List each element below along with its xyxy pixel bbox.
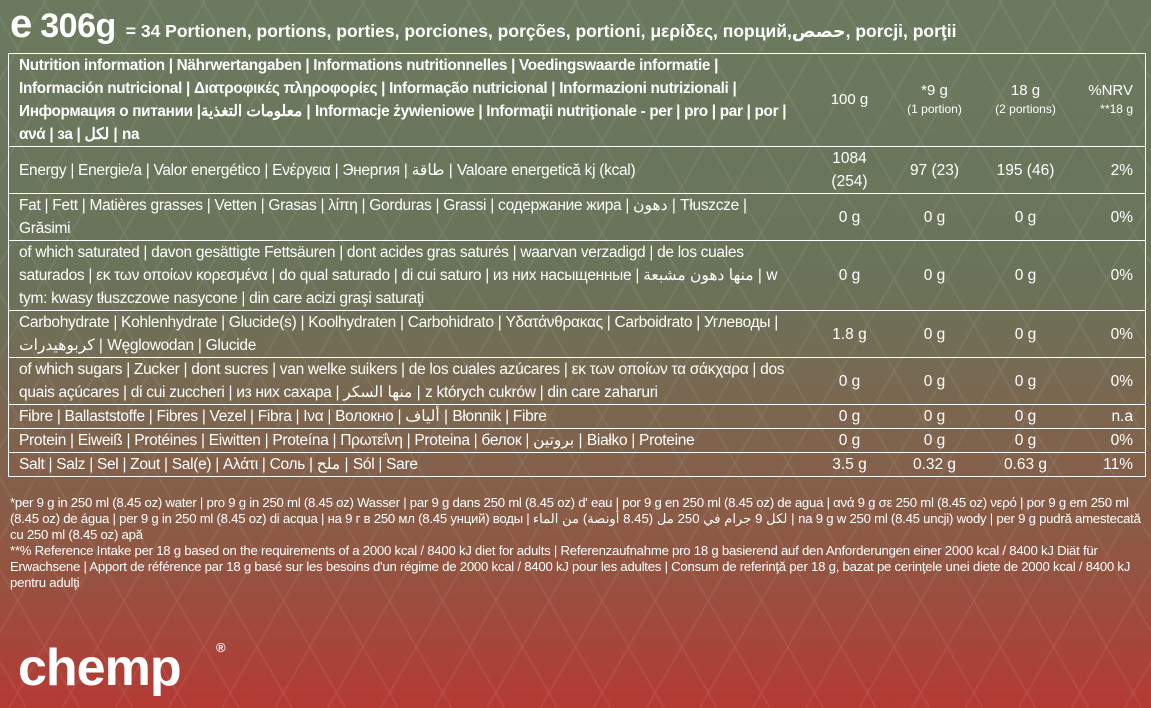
value-nrv: 0% <box>1071 429 1146 453</box>
value-18g: 0 g <box>979 241 1071 311</box>
value-18g: 195 (46) <box>979 147 1071 194</box>
nutrient-label: Carbohydrate | Kohlenhydrate | Glucide(s) | Koolhydraten | Carbohidrato | Υδατάνθρακας | Carboidrato | Углеводы | كربوهيدرات | Węglowodan | Glucide <box>9 311 809 358</box>
column-header-nrv: %NRV **18 g <box>1071 54 1146 147</box>
table-row <box>9 241 1146 311</box>
value-18g: 0.63 g <box>979 453 1071 477</box>
value-100g: 0 g <box>809 429 889 453</box>
table-row <box>9 453 1146 477</box>
value-9g: 0 g <box>889 194 979 241</box>
nutrition-table <box>8 53 1146 477</box>
value-100g: 3.5 g <box>809 453 889 477</box>
value-100g: 0 g <box>809 358 889 405</box>
footnote-serving: *per 9 g in 250 ml (8.45 oz) water | pro 9 g in 250 ml (8.45 oz) Wasser | par 9 g dans 250 ml (8.45 oz) d' eau | por 9 g en 250 ml (8.45 oz) de agua | ανά 9 g σε 250 ml (8.45 oz) νερό | por 9 g em 250 ml (8.45 oz) de água | per 9 g in 250 ml (8.45 oz) di acqua | на 9 г в 250 мл (8.45 унций) воды | لكل 9 جرام في 250 مل (8.45 أونصة) من الماء | na 9 g w 250 ml (8.45 uncji) wody | per 9 g pudră amestecată cu 250 ml (8.45 oz) apă <box>10 495 1141 542</box>
nutrient-label: Salt | Salz | Sel | Zout | Sal(e) | Αλάτι | Соль | ملح | Sól | Sare <box>9 453 809 477</box>
nutrient-label: Protein | Eiweiß | Protéines | Eiwitten | Proteína | Πρωτεΐνη | Proteina | белок | بروتين | Białko | Proteine <box>9 429 809 453</box>
table-header-row <box>9 54 1146 147</box>
value-nrv: 2% <box>1071 147 1146 194</box>
value-9g: 0 g <box>889 241 979 311</box>
column-header-100g: 100 g <box>809 54 889 147</box>
value-18g: 0 g <box>979 311 1071 358</box>
table-row <box>9 429 1146 453</box>
table-row <box>9 194 1146 241</box>
value-nrv: 0% <box>1071 241 1146 311</box>
table-row <box>9 358 1146 405</box>
table-row <box>9 147 1146 194</box>
column-header-9g: *9 g (1 portion) <box>889 54 979 147</box>
value-9g: 0 g <box>889 429 979 453</box>
footnote-reference-intake: **% Reference Intake per 18 g based on the requirements of a 2000 kcal / 8400 kJ diet for adults | Referenzaufnahme pro 18 g basierend auf den Anforderungen einer 2000 kcal / 8400 kJ Diät für Erwachsene | Apport de référence par 18 g basé sur les besoins d'un régime de 2000 kcal / 8400 kJ pour les adultes | Consum de referinţă per 18 g, bazat pe cerinţele unei diete de 2000 kcal / 8400 kJ pentru adulţi <box>10 543 1131 590</box>
value-nrv: 0% <box>1071 358 1146 405</box>
footnotes <box>10 495 1145 591</box>
value-nrv: 0% <box>1071 194 1146 241</box>
nutrient-label: Energy | Energie/a | Valor energético | Ενέργεια | Энергия | طاقة | Valoare energetică kj (kcal) <box>9 147 809 194</box>
header-label: Nutrition information | Nährwertangaben | Informations nutritionnelles | Voedingswaarde informatie | Información nutricional | Διατροφικές πληροφορίες | Informação nutricional | Informazioni nutrizionali | Информация о питании |معلومات التغذية | Informacje żywieniowe | Informaţii nutriţionale - per | pro | par | por | ανά | за | لكل | na <box>9 54 809 147</box>
table-row <box>9 405 1146 429</box>
net-weight: 306g <box>40 7 116 45</box>
value-9g: 97 (23) <box>889 147 979 194</box>
value-9g: 0 g <box>889 358 979 405</box>
value-9g: 0 g <box>889 311 979 358</box>
value-100g: 1084 (254) <box>809 147 889 194</box>
value-nrv: n.a <box>1071 405 1146 429</box>
value-18g: 0 g <box>979 429 1071 453</box>
value-100g: 1.8 g <box>809 311 889 358</box>
value-18g: 0 g <box>979 358 1071 405</box>
value-100g: 0 g <box>809 405 889 429</box>
nutrient-label: of which saturated | davon gesättigte Fettsäuren | dont acides gras saturés | waarvan verzadigd | de los cuales saturados | εκ των οποίων κορεσμένα | do qual saturado | di cui saturo | из них насыщенные | منها دهون مشبعة | w tym: kwasy tłuszczowe nasycone | din care acizi graşi saturaţi <box>9 241 809 311</box>
nutrient-label: Fat | Fett | Matières grasses | Vetten | Grasas | λίπη | Gorduras | Grassi | содержание жира | دهون | Tłuszcze | Grăsimi <box>9 194 809 241</box>
nutrient-label: of which sugars | Zucker | dont sucres | van welke suikers | de los cuales azúcares | εκ των οποίων τα σάκχαρα | dos quais açúcares | di cui zuccheri | из них сахара | منها السكر | z których cukrów | din care zaharuri <box>9 358 809 405</box>
value-nrv: 0% <box>1071 311 1146 358</box>
value-100g: 0 g <box>809 194 889 241</box>
registered-mark: ® <box>216 640 226 655</box>
column-header-18g: 18 g (2 portions) <box>979 54 1071 147</box>
value-9g: 0.32 g <box>889 453 979 477</box>
nutrient-label: Fibre | Ballaststoffe | Fibres | Vezel | Fibra | Ινα | Волокно | ألياف | Błonnik | Fibre <box>9 405 809 429</box>
value-9g: 0 g <box>889 405 979 429</box>
estimated-e-mark: e <box>10 2 33 46</box>
portions-text: = 34 Portionen, portions, porties, porciones, porções, portioni, μερίδες, порций,حصص, porcji, porţii <box>125 21 957 41</box>
value-nrv: 11% <box>1071 453 1146 477</box>
table-row <box>9 311 1146 358</box>
value-18g: 0 g <box>979 405 1071 429</box>
brand-logo: chemp <box>18 639 181 697</box>
net-weight-line <box>10 2 1148 46</box>
value-100g: 0 g <box>809 241 889 311</box>
value-18g: 0 g <box>979 194 1071 241</box>
